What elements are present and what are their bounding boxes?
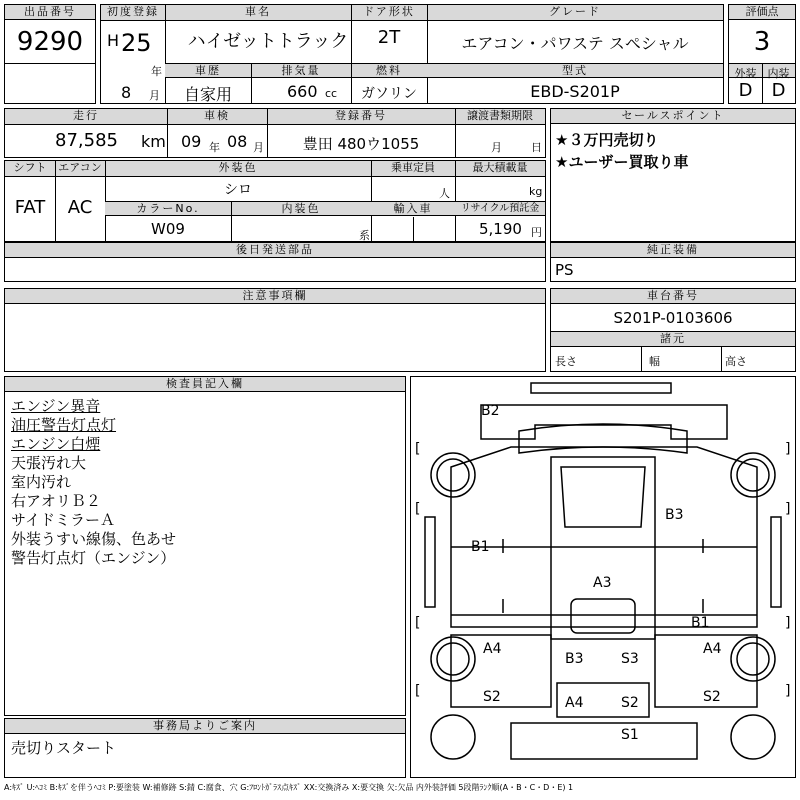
history-label: 車歴 bbox=[195, 64, 221, 77]
capacity-label: 乗車定員 bbox=[391, 161, 435, 174]
mark-b2: B2 bbox=[481, 403, 500, 419]
mark-a3: A3 bbox=[593, 575, 612, 591]
grade: エアコン・パワステ スペシャル bbox=[461, 34, 689, 53]
grade-label: グレード bbox=[549, 5, 601, 18]
exterior-color: シロ bbox=[224, 182, 252, 198]
chassis-label: 車台番号 bbox=[551, 289, 795, 304]
genuine-equipment: PS bbox=[555, 261, 574, 279]
model-label: 型式 bbox=[562, 64, 588, 77]
genuine-label: 純正装備 bbox=[551, 243, 795, 258]
load-unit: kg bbox=[529, 185, 543, 198]
mileage-label: 走行 bbox=[73, 109, 99, 122]
transfer-label: 譲渡書類期限 bbox=[467, 109, 533, 122]
ac-label: エアコン bbox=[58, 161, 102, 174]
wheel-front-right-inner bbox=[737, 643, 769, 675]
bracket-8: ] bbox=[785, 683, 791, 699]
vehicle-diagram-box bbox=[410, 376, 796, 778]
rear-glass bbox=[519, 424, 687, 453]
mark-s2-right: S2 bbox=[703, 689, 721, 705]
inspector-line-9: 警告灯点灯（エンジン） bbox=[11, 549, 176, 567]
mark-b3-right: B3 bbox=[665, 507, 684, 523]
inspector-line-2: 油圧警告灯点灯 bbox=[11, 416, 117, 434]
office-box bbox=[4, 718, 406, 778]
load-label: 最大積載量 bbox=[472, 161, 528, 174]
mark-s3: S3 bbox=[621, 651, 639, 667]
bracket-5: [ bbox=[415, 615, 421, 631]
era: H bbox=[107, 31, 120, 50]
exterior-grade: D bbox=[738, 80, 753, 101]
mark-a4-right: A4 bbox=[703, 641, 722, 657]
doors-label: ドア形状 bbox=[363, 5, 415, 18]
mark-s2-front: S2 bbox=[621, 695, 639, 711]
mark-b1-right: B1 bbox=[691, 615, 710, 631]
transfer-month-unit: 月 bbox=[491, 141, 502, 154]
displacement-unit: cc bbox=[325, 87, 338, 100]
displacement-label: 排気量 bbox=[281, 64, 321, 77]
bracket-7: [ bbox=[415, 683, 421, 699]
lot-number: 9290 bbox=[16, 27, 84, 57]
tailgate-panel bbox=[481, 405, 727, 439]
reg-month: 8 bbox=[121, 83, 132, 102]
lot-number-box bbox=[4, 4, 96, 104]
wheel-front-left-inner bbox=[437, 643, 469, 675]
sales-point-1: ★３万円売切り bbox=[555, 131, 659, 149]
inspection-year-unit: 年 bbox=[209, 141, 220, 154]
car-name: ハイゼットトラック bbox=[187, 31, 349, 52]
legend: A:ｷｽﾞ U:ﾍｺﾐ B:ｷｽﾞを伴うﾍｺﾐ P:要塗装 W:補修跡 S:錆 C:腐食、穴 G:ﾌﾛﾝﾄｶﾞﾗｽ点ｷｽﾞ XX:交換済み X:要交換 欠:欠品 内外装評価 5段階ﾗﾝｸ順(A・B・C・D・E) 1 bbox=[4, 783, 574, 792]
fuel: ガソリン bbox=[361, 86, 417, 102]
chassis-box bbox=[550, 288, 796, 372]
interior-label: 内装 bbox=[767, 67, 790, 80]
notes-label: 注意事項欄 bbox=[5, 289, 545, 304]
sales-points-box bbox=[550, 108, 796, 242]
air-con: AC bbox=[67, 197, 93, 218]
interior-color-unit: 系 bbox=[359, 229, 370, 242]
windshield bbox=[571, 599, 635, 633]
bracket-1: [ bbox=[415, 441, 421, 457]
mileage: 87,585 bbox=[55, 130, 118, 151]
recycle-label: リサイクル預託金 bbox=[460, 203, 540, 214]
fuel-label: 燃料 bbox=[376, 64, 402, 77]
inspection-label: 車検 bbox=[204, 109, 230, 122]
color-no: W09 bbox=[151, 220, 185, 238]
wheel-spare-right bbox=[731, 715, 775, 759]
cargo-bed bbox=[451, 447, 757, 627]
interior-grade: D bbox=[771, 80, 786, 101]
inspector-line-6: 右アオリＢ２ bbox=[11, 492, 101, 510]
front-bumper bbox=[511, 723, 697, 759]
plate-number: 豊田 480ウ1055 bbox=[302, 135, 420, 153]
height-label: 高さ bbox=[725, 355, 747, 368]
chassis-number: S201P-0103606 bbox=[613, 309, 733, 327]
reg-year: 25 bbox=[121, 29, 152, 57]
mileage-row bbox=[4, 108, 546, 158]
bracket-6: ] bbox=[785, 615, 791, 631]
vehicle-diagram bbox=[411, 377, 795, 777]
inspection-month-unit: 月 bbox=[253, 141, 264, 154]
dims-label: 諸元 bbox=[551, 332, 795, 347]
score-label: 評価点 bbox=[729, 5, 795, 20]
mark-b1-left: B1 bbox=[471, 539, 490, 555]
inspection-month: 08 bbox=[227, 132, 248, 151]
inspector-line-3: エンジン白煙 bbox=[11, 435, 101, 453]
shift-label: シフト bbox=[13, 161, 47, 174]
inspector-line-1: エンジン異音 bbox=[11, 397, 101, 415]
inspector-line-8: 外装うすい線傷、色あせ bbox=[11, 530, 177, 548]
model-code: EBD-S201P bbox=[530, 82, 620, 101]
import-label: 輸入車 bbox=[393, 202, 433, 215]
mileage-unit: km bbox=[141, 132, 166, 151]
first-reg-label: 初度登録 bbox=[107, 5, 159, 18]
sales-points-label: セールスポイント bbox=[551, 109, 795, 124]
recycle-fee: 5,190 bbox=[479, 220, 522, 238]
vehicle-header-box bbox=[100, 4, 724, 104]
year-unit: 年 bbox=[151, 65, 162, 78]
score-box bbox=[728, 4, 796, 104]
wheel-rear-left-inner bbox=[437, 459, 469, 491]
later-parts-box bbox=[4, 242, 546, 282]
recycle-unit: 円 bbox=[531, 226, 542, 239]
notes-box bbox=[4, 288, 546, 372]
mark-a4-front: A4 bbox=[565, 695, 584, 711]
width-label: 幅 bbox=[649, 355, 660, 368]
sales-point-2: ★ユーザー買取り車 bbox=[555, 153, 689, 171]
inspector-line-4: 天張汚れ大 bbox=[11, 454, 87, 472]
mark-s2-left: S2 bbox=[483, 689, 501, 705]
score: 3 bbox=[753, 27, 771, 57]
color-no-label: カラーNo. bbox=[136, 202, 200, 215]
office-label: 事務局よりご案内 bbox=[5, 719, 405, 734]
mark-s1: S1 bbox=[621, 727, 639, 743]
cab-roof bbox=[561, 467, 645, 527]
inspector-label: 検査員記入欄 bbox=[5, 377, 405, 392]
mark-b3-center: B3 bbox=[565, 651, 584, 667]
inspector-line-5: 室内汚れ bbox=[11, 473, 72, 491]
car-name-label: 車名 bbox=[245, 5, 271, 18]
bracket-2: ] bbox=[785, 441, 791, 457]
spec-row bbox=[4, 160, 546, 242]
color-label: 外装色 bbox=[218, 161, 258, 174]
later-parts-label: 後日発送部品 bbox=[5, 243, 545, 258]
capacity-unit: 人 bbox=[439, 187, 450, 200]
office-text: 売切りスタート bbox=[11, 739, 117, 757]
interior-color-label: 内装色 bbox=[281, 202, 321, 215]
bracket-4: ] bbox=[785, 501, 791, 517]
roof-marker bbox=[531, 383, 671, 393]
shift: FAT bbox=[14, 197, 46, 218]
right-side-bar bbox=[771, 517, 781, 607]
left-side-bar bbox=[425, 517, 435, 607]
transfer-day-unit: 日 bbox=[531, 141, 542, 154]
inspection-year: 09 bbox=[181, 132, 202, 151]
wheel-spare-left bbox=[431, 715, 475, 759]
inspector-box bbox=[4, 376, 406, 716]
wheel-rear-right-inner bbox=[737, 459, 769, 491]
displacement: 660 bbox=[287, 82, 318, 101]
month-unit: 月 bbox=[149, 89, 160, 102]
mark-a4-left: A4 bbox=[483, 641, 502, 657]
lot-label: 出品番号 bbox=[5, 5, 95, 20]
plate-label: 登録番号 bbox=[335, 109, 387, 122]
exterior-label: 外装 bbox=[734, 67, 757, 80]
bracket-3: [ bbox=[415, 501, 421, 517]
genuine-equipment-box bbox=[550, 242, 796, 282]
cab-center bbox=[551, 457, 655, 639]
door-type: 2T bbox=[377, 27, 401, 48]
length-label: 長さ bbox=[555, 355, 577, 368]
inspector-line-7: サイドミラーＡ bbox=[11, 511, 115, 529]
car-history: 自家用 bbox=[183, 85, 232, 104]
